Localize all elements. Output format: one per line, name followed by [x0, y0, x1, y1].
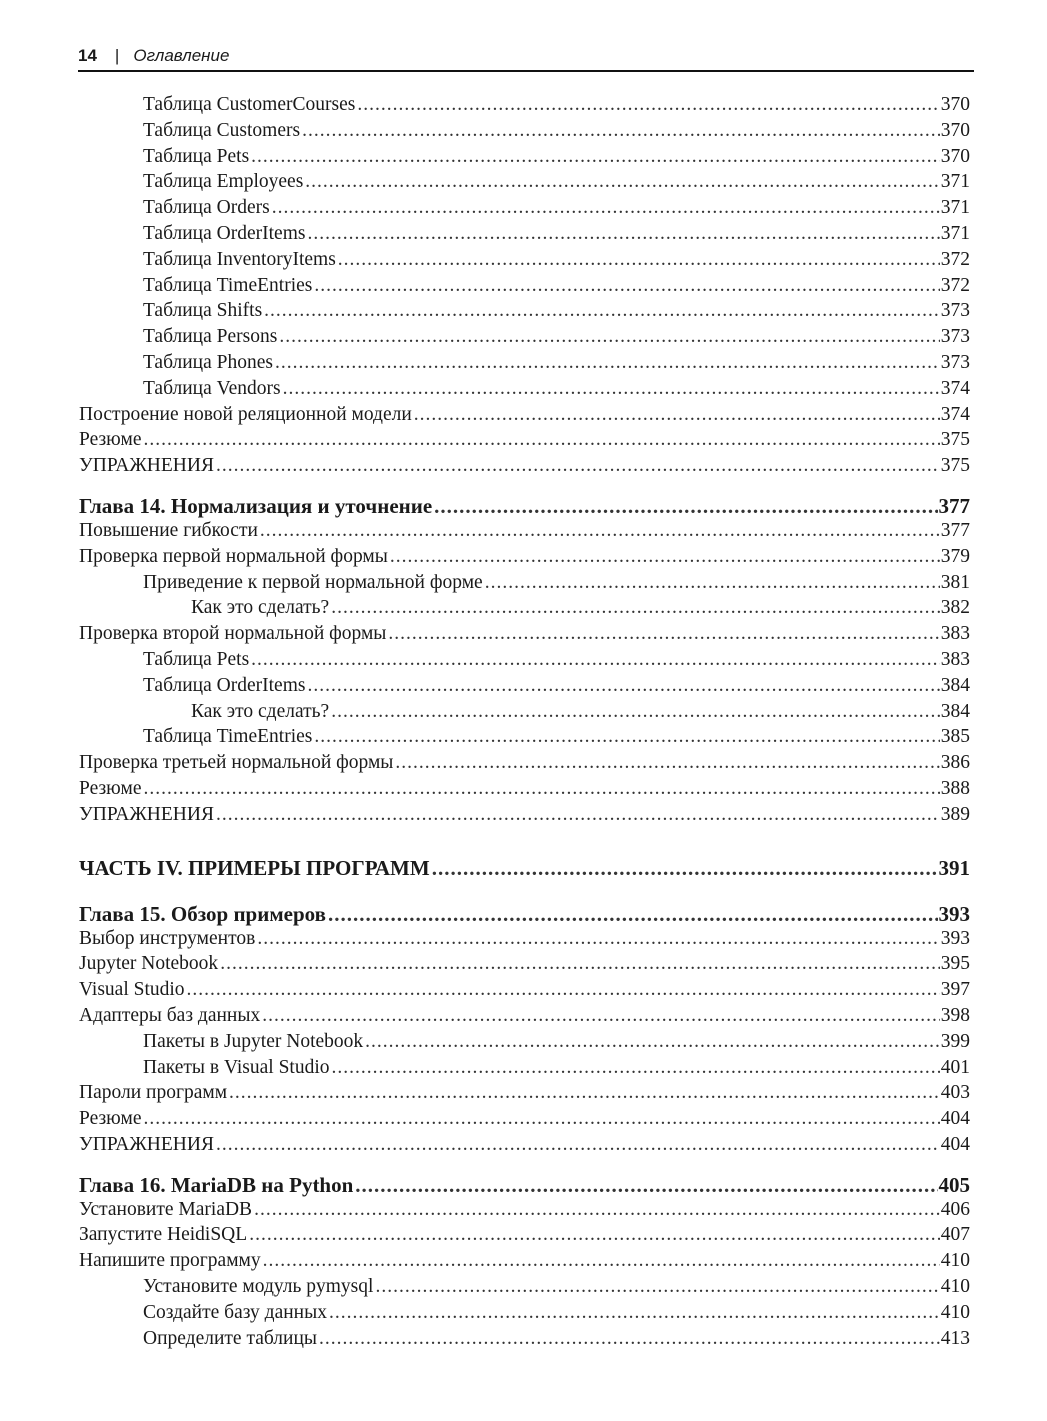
toc-dot-leader: [357, 94, 939, 116]
toc-entry-label: Таблица CustomerCourses: [143, 94, 356, 115]
toc-page-number: 393: [940, 927, 970, 949]
toc-entry-row[interactable]: [79, 326, 970, 352]
toc-entry-label: Проверка третьей нормальной формы: [79, 752, 394, 774]
toc-page-number: 377: [938, 493, 970, 518]
toc-entry-label: Проверка второй нормальной формы: [79, 623, 387, 645]
toc-dot-leader: [414, 404, 940, 426]
toc-entry-row[interactable]: [79, 928, 970, 954]
toc-dot-leader: [305, 171, 939, 193]
toc-page-number: 371: [940, 222, 970, 244]
toc-entry-row[interactable]: [79, 429, 970, 455]
toc-page-number: 379: [940, 545, 970, 567]
toc-entry-row[interactable]: [79, 197, 970, 223]
toc-dot-leader: [260, 520, 940, 542]
toc-entry-row[interactable]: [79, 352, 970, 378]
toc-dot-leader: [187, 979, 940, 1001]
toc-entry-row[interactable]: [79, 572, 970, 598]
toc-entry-row[interactable]: [79, 1328, 970, 1354]
toc-dot-leader: [365, 1031, 940, 1053]
toc-dot-leader: [319, 1328, 940, 1350]
toc-entry-label: Таблица Persons: [143, 326, 278, 348]
toc-page-number: 381: [940, 571, 970, 593]
toc-entry-row[interactable]: [79, 726, 970, 752]
toc-dot-leader: [249, 1224, 940, 1246]
toc-entry-label: Пакеты в Visual Studio: [143, 1056, 330, 1078]
toc-entry-row[interactable]: [79, 953, 970, 979]
toc-dot-leader: [338, 249, 940, 271]
toc-entry-row[interactable]: [79, 1057, 970, 1083]
toc-dot-leader: [275, 352, 940, 374]
toc-page-number: 398: [940, 1004, 970, 1026]
toc-entry-label: Таблица Orders: [143, 197, 270, 219]
page-number: 14: [78, 46, 97, 65]
toc-entry-label: Пакеты в Jupyter Notebook: [143, 1030, 364, 1052]
toc-page-number: 401: [940, 1056, 970, 1078]
toc-dot-leader: [283, 378, 940, 400]
toc-entry-label: Запустите HeidiSQL: [79, 1224, 248, 1246]
toc-page-number: 385: [940, 726, 970, 748]
toc-entry-label: УПРАЖНЕНИЯ: [79, 1133, 214, 1155]
toc-entry-label: УПРАЖНЕНИЯ: [79, 455, 214, 477]
toc-dot-leader: [434, 494, 937, 519]
toc-entry-label: Резюме: [79, 429, 142, 451]
toc-entry-row[interactable]: [79, 1302, 970, 1328]
toc-dot-leader: [331, 597, 940, 619]
toc-dot-leader: [375, 1276, 939, 1298]
toc-entry-row[interactable]: [79, 404, 970, 430]
toc-page-number: 391: [938, 855, 970, 880]
toc-entry-row[interactable]: [79, 1199, 970, 1225]
toc-entry-label: Определите таблицы: [143, 1327, 318, 1349]
toc-entry-row[interactable]: [79, 701, 970, 727]
toc-dot-leader: [144, 429, 940, 451]
toc-page-number: 370: [940, 119, 970, 141]
toc-page-number: 407: [940, 1224, 970, 1246]
toc-entry-row[interactable]: [79, 1108, 970, 1134]
toc-entry-row[interactable]: [79, 146, 970, 172]
toc-entry-label: Таблица Vendors: [143, 377, 281, 399]
toc-page-number: 399: [940, 1030, 970, 1052]
toc-dot-leader: [254, 1199, 940, 1221]
toc-dot-leader: [229, 1082, 940, 1104]
toc-page-number: 371: [940, 171, 970, 193]
toc-entry-label: Резюме: [79, 1108, 142, 1130]
toc-page-number: 386: [940, 752, 970, 774]
toc-entry-row[interactable]: [79, 520, 970, 546]
toc-page-number: 372: [940, 248, 970, 270]
toc-entry-label: Таблица Phones: [143, 351, 273, 373]
table-of-contents: [79, 94, 970, 1353]
toc-page-number: 375: [940, 429, 970, 451]
toc-entry-label: Таблица OrderItems: [143, 674, 306, 696]
toc-dot-leader: [262, 1005, 940, 1027]
toc-entry-label: Глава 16. MariaDB на Python: [79, 1172, 354, 1197]
toc-entry-label: Пароли программ: [79, 1082, 228, 1104]
toc-page-number: 371: [940, 197, 970, 219]
toc-dot-leader: [264, 300, 940, 322]
toc-part-row[interactable]: [79, 856, 970, 882]
toc-page-number: 374: [940, 377, 970, 399]
toc-dot-leader: [272, 197, 940, 219]
toc-entry-row[interactable]: [79, 597, 970, 623]
toc-entry-row[interactable]: [79, 455, 970, 481]
toc-dot-leader: [355, 1173, 937, 1198]
toc-dot-leader: [388, 623, 939, 645]
toc-entry-label: Таблица Pets: [143, 145, 250, 167]
toc-entry-label: Таблица OrderItems: [143, 222, 306, 244]
toc-entry-label: Адаптеры баз данных: [79, 1004, 261, 1026]
toc-entry-label: Выбор инструментов: [79, 927, 256, 949]
toc-dot-leader: [220, 953, 940, 975]
toc-page-number: 404: [940, 1108, 970, 1130]
toc-page-number: 405: [938, 1172, 970, 1197]
toc-dot-leader: [395, 752, 939, 774]
toc-page-number: 372: [940, 274, 970, 296]
toc-dot-leader: [331, 701, 940, 723]
toc-dot-leader: [216, 804, 940, 826]
toc-page-number: 393: [938, 901, 970, 926]
toc-entry-row[interactable]: [79, 1005, 970, 1031]
toc-entry-row[interactable]: [79, 675, 970, 701]
toc-entry-row[interactable]: [79, 1031, 970, 1057]
toc-entry-row[interactable]: [79, 275, 970, 301]
toc-entry-label: Как это сделать?: [191, 700, 330, 722]
toc-page-number: 373: [940, 300, 970, 322]
toc-entry-row[interactable]: [79, 979, 970, 1005]
toc-entry-label: Создайте базу данных: [143, 1301, 327, 1323]
toc-entry-label: Jupyter Notebook: [79, 953, 219, 975]
toc-dot-leader: [144, 1108, 940, 1130]
toc-entry-row[interactable]: [79, 378, 970, 404]
toc-page-number: 370: [940, 94, 970, 115]
toc-chapter-row[interactable]: [79, 494, 970, 520]
toc-page-number: 384: [940, 674, 970, 696]
toc-dot-leader: [263, 1250, 940, 1272]
toc-entry-label: Установите MariaDB: [79, 1198, 253, 1220]
toc-entry-row[interactable]: [79, 546, 970, 572]
toc-page-number: 383: [940, 623, 970, 645]
toc-entry-label: Глава 15. Обзор примеров: [79, 901, 326, 926]
toc-entry-label: Резюме: [79, 777, 142, 799]
toc-entry-row[interactable]: [79, 1134, 970, 1160]
toc-dot-leader: [216, 1134, 940, 1156]
toc-page-number: 406: [940, 1198, 970, 1220]
toc-page-number: 377: [940, 519, 970, 541]
toc-entry-label: Глава 14. Нормализация и уточнение: [79, 493, 433, 518]
toc-entry-label: Напишите программу: [79, 1250, 261, 1272]
toc-page-number: 395: [940, 953, 970, 975]
toc-page-number: 384: [940, 700, 970, 722]
header-separator: |: [114, 46, 120, 65]
toc-dot-leader: [314, 726, 939, 748]
toc-entry-label: Таблица TimeEntries: [143, 274, 313, 296]
toc-entry-label: Установите модуль pymysql: [143, 1276, 374, 1298]
toc-entry-label: Visual Studio: [79, 979, 185, 1001]
toc-entry-label: Таблица Employees: [143, 171, 304, 193]
toc-chapter-row[interactable]: [79, 902, 970, 928]
toc-entry-row[interactable]: [79, 223, 970, 249]
toc-page-number: 397: [940, 979, 970, 1001]
toc-dot-leader: [314, 275, 939, 297]
toc-dot-leader: [328, 902, 938, 927]
toc-entry-label: Проверка первой нормальной формы: [79, 545, 388, 567]
toc-entry-label: Таблица Pets: [143, 648, 250, 670]
toc-dot-leader: [432, 856, 938, 881]
toc-page-number: 389: [940, 803, 970, 825]
toc-page-number: 403: [940, 1082, 970, 1104]
toc-entry-row[interactable]: [79, 1224, 970, 1250]
toc-entry-label: Приведение к первой нормальной форме: [143, 571, 483, 593]
toc-chapter-row[interactable]: [79, 1173, 970, 1199]
toc-entry-label: Таблица InventoryItems: [143, 248, 336, 270]
toc-dot-leader: [390, 546, 940, 568]
toc-entry-row[interactable]: [79, 778, 970, 804]
toc-page-number: 404: [940, 1133, 970, 1155]
toc-dot-leader: [279, 326, 939, 348]
toc-entry-label: Таблица Customers: [143, 119, 301, 141]
toc-dot-leader: [251, 146, 940, 168]
toc-page-number: 410: [940, 1250, 970, 1272]
toc-page-number: 373: [940, 351, 970, 373]
toc-dot-leader: [307, 675, 939, 697]
toc-dot-leader: [307, 223, 939, 245]
toc-entry-row[interactable]: [79, 171, 970, 197]
toc-page-number: 370: [940, 145, 970, 167]
toc-page-number: 374: [940, 403, 970, 425]
toc-entry-label: Повышение гибкости: [79, 519, 258, 541]
toc-dot-leader: [302, 120, 940, 142]
toc-page-number: 413: [940, 1327, 970, 1349]
toc-page-number: 388: [940, 777, 970, 799]
toc-dot-leader: [332, 1057, 940, 1079]
toc-dot-leader: [329, 1302, 940, 1324]
header-title: Оглавление: [133, 46, 230, 65]
toc-entry-label: УПРАЖНЕНИЯ: [79, 803, 214, 825]
toc-entry-row[interactable]: [79, 804, 970, 830]
toc-entry-row[interactable]: [79, 300, 970, 326]
running-header: [78, 42, 974, 72]
toc-dot-leader: [216, 455, 940, 477]
toc-entry-label: ЧАСТЬ IV. ПРИМЕРЫ ПРОГРАММ: [79, 855, 430, 880]
toc-page-number: 373: [940, 326, 970, 348]
toc-entry-row[interactable]: [79, 649, 970, 675]
toc-page-number: 382: [940, 597, 970, 619]
toc-dot-leader: [144, 778, 940, 800]
toc-entry-row[interactable]: [79, 1082, 970, 1108]
toc-entry-row[interactable]: [79, 120, 970, 146]
toc-page-number: 375: [940, 455, 970, 477]
toc-entry-row[interactable]: [79, 94, 970, 120]
toc-entry-row[interactable]: [79, 752, 970, 778]
toc-dot-leader: [257, 928, 939, 950]
toc-entry-row[interactable]: [79, 1250, 970, 1276]
toc-entry-label: Таблица Shifts: [143, 300, 263, 322]
toc-dot-leader: [485, 572, 940, 594]
toc-page-number: 410: [940, 1301, 970, 1323]
toc-entry-label: Таблица TimeEntries: [143, 726, 313, 748]
toc-entry-row[interactable]: [79, 623, 970, 649]
toc-entry-row[interactable]: [79, 249, 970, 275]
toc-page-number: 410: [940, 1276, 970, 1298]
toc-dot-leader: [251, 649, 940, 671]
toc-entry-row[interactable]: [79, 1276, 970, 1302]
toc-entry-label: Построение новой реляционной модели: [79, 403, 412, 425]
toc-entry-label: Как это сделать?: [191, 597, 330, 619]
toc-page-number: 383: [940, 648, 970, 670]
